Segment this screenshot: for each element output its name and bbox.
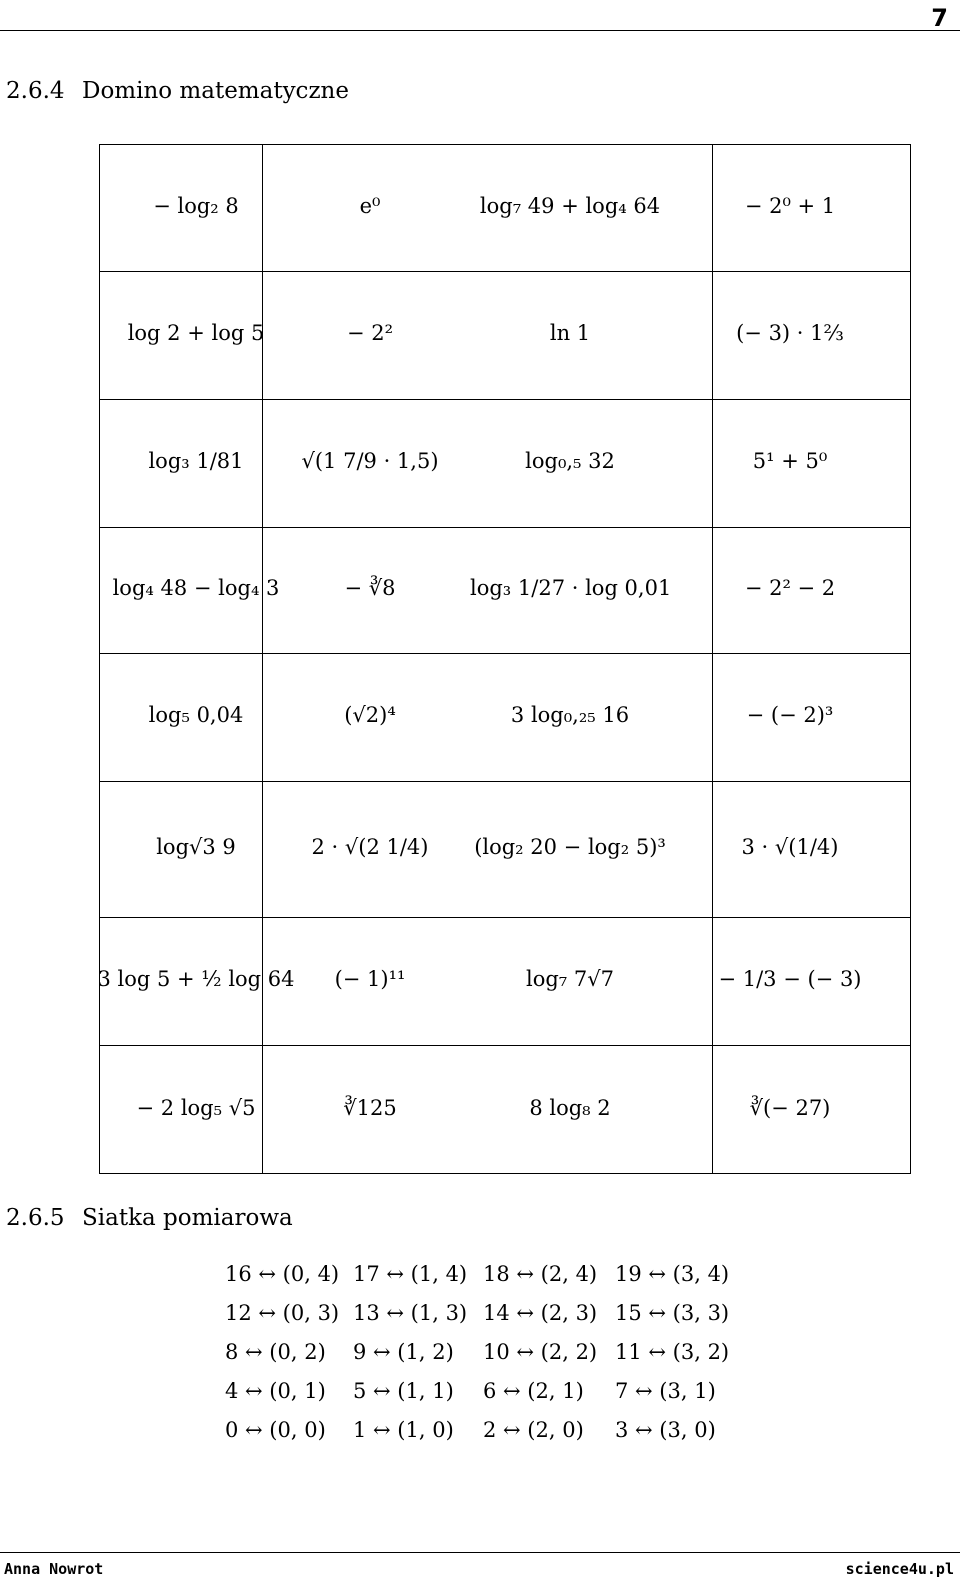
domino-expression: − 2⁰ + 1 [744,194,836,218]
grid-row-divider [100,399,910,400]
domino-expression: 8 log₈ 2 [529,1096,611,1120]
domino-expression: (log₂ 20 − log₂ 5)³ [474,835,666,859]
coordinate-pair: 10 ↔ (2, 2) [483,1340,598,1364]
coordinate-pair: 19 ↔ (3, 4) [615,1262,730,1286]
section-title: Domino matematyczne [82,78,349,104]
domino-expression: 3 log 5 + ½ log 64 [97,967,295,991]
coordinate-pair: 11 ↔ (3, 2) [615,1340,730,1364]
grid-row-divider [100,1045,910,1046]
domino-expression: (− 3) · 1⅔ [736,321,844,345]
coordinate-pair: 17 ↔ (1, 4) [353,1262,468,1286]
domino-expression: e⁰ [359,194,381,218]
domino-expression: log₅ 0,04 [148,703,244,727]
domino-expression: log₇ 7√7 [526,967,614,991]
domino-expression: − 2² [346,321,394,345]
bottom-rule [0,1552,960,1553]
domino-expression: log₃ 1/27 · log 0,01 [470,576,672,600]
coordinate-pair: 0 ↔ (0, 0) [225,1418,326,1442]
domino-expression: 3 log₀,₂₅ 16 [510,703,630,727]
coordinate-pair: 16 ↔ (0, 4) [225,1262,340,1286]
coordinate-pair: 3 ↔ (3, 0) [615,1418,716,1442]
grid-row-divider [100,781,910,782]
coordinate-pair: 18 ↔ (2, 4) [483,1262,598,1286]
coordinate-pair: 14 ↔ (2, 3) [483,1301,598,1325]
section-title: Siatka pomiarowa [82,1205,293,1231]
domino-expression: (− 1)¹¹ [334,967,406,991]
domino-expression: log₃ 1/81 [148,449,244,473]
grid-column-divider [262,145,263,1173]
domino-expression: log₄ 48 − log₄ 3 [112,576,280,600]
domino-expression: − ∛8 [344,576,396,600]
domino-expression: log₀,₅ 32 [525,449,615,473]
domino-expression: − 2 log₅ √5 [136,1096,256,1120]
footer-author: Anna Nowrot [4,1560,104,1578]
domino-expression: 5¹ + 5⁰ [752,449,828,473]
domino-expression: − log₂ 8 [153,194,239,218]
domino-expression: ln 1 [549,321,591,345]
section-heading-domino [6,78,349,104]
domino-expression: (√2)⁴ [344,703,396,727]
footer-site: science4u.pl [845,1560,954,1578]
coordinate-pair: 4 ↔ (0, 1) [225,1379,326,1403]
coordinate-pair: 15 ↔ (3, 3) [615,1301,730,1325]
grid-row-divider [100,527,910,528]
domino-expression: log 2 + log 5 [127,321,265,345]
domino-expression: log₇ 49 + log₄ 64 [479,194,661,218]
grid-column-divider [712,145,713,1173]
domino-expression: √(1 7/9 · 1,5) [301,449,439,473]
top-rule [0,30,960,31]
grid-row-divider [100,917,910,918]
coordinate-pair: 7 ↔ (3, 1) [615,1379,716,1403]
coordinate-pair: 9 ↔ (1, 2) [353,1340,454,1364]
domino-expression: log√3 9 [156,835,236,859]
coordinate-pair: 1 ↔ (1, 0) [353,1418,454,1442]
coordinate-pair: 5 ↔ (1, 1) [353,1379,454,1403]
page-number: 7 [931,4,948,32]
domino-expression: − (− 2)³ [746,703,834,727]
domino-expression: 2 · √(2 1/4) [311,835,429,859]
domino-grid [99,144,911,1174]
domino-expression: ∛125 [343,1096,397,1120]
grid-row-divider [100,271,910,272]
domino-expression: − 1/3 − (− 3) [718,967,862,991]
section-heading-grid [6,1205,293,1231]
coordinate-pair: 6 ↔ (2, 1) [483,1379,584,1403]
section-number: 2.6.4 [6,78,65,104]
section-number: 2.6.5 [6,1205,65,1231]
coordinate-pair: 13 ↔ (1, 3) [353,1301,468,1325]
coordinate-pair: 2 ↔ (2, 0) [483,1418,584,1442]
domino-expression: − 2² − 2 [744,576,836,600]
domino-expression: ∛(− 27) [749,1096,831,1120]
grid-row-divider [100,653,910,654]
coordinate-pair: 12 ↔ (0, 3) [225,1301,340,1325]
domino-expression: 3 · √(1/4) [741,835,839,859]
coordinate-pair: 8 ↔ (0, 2) [225,1340,326,1364]
